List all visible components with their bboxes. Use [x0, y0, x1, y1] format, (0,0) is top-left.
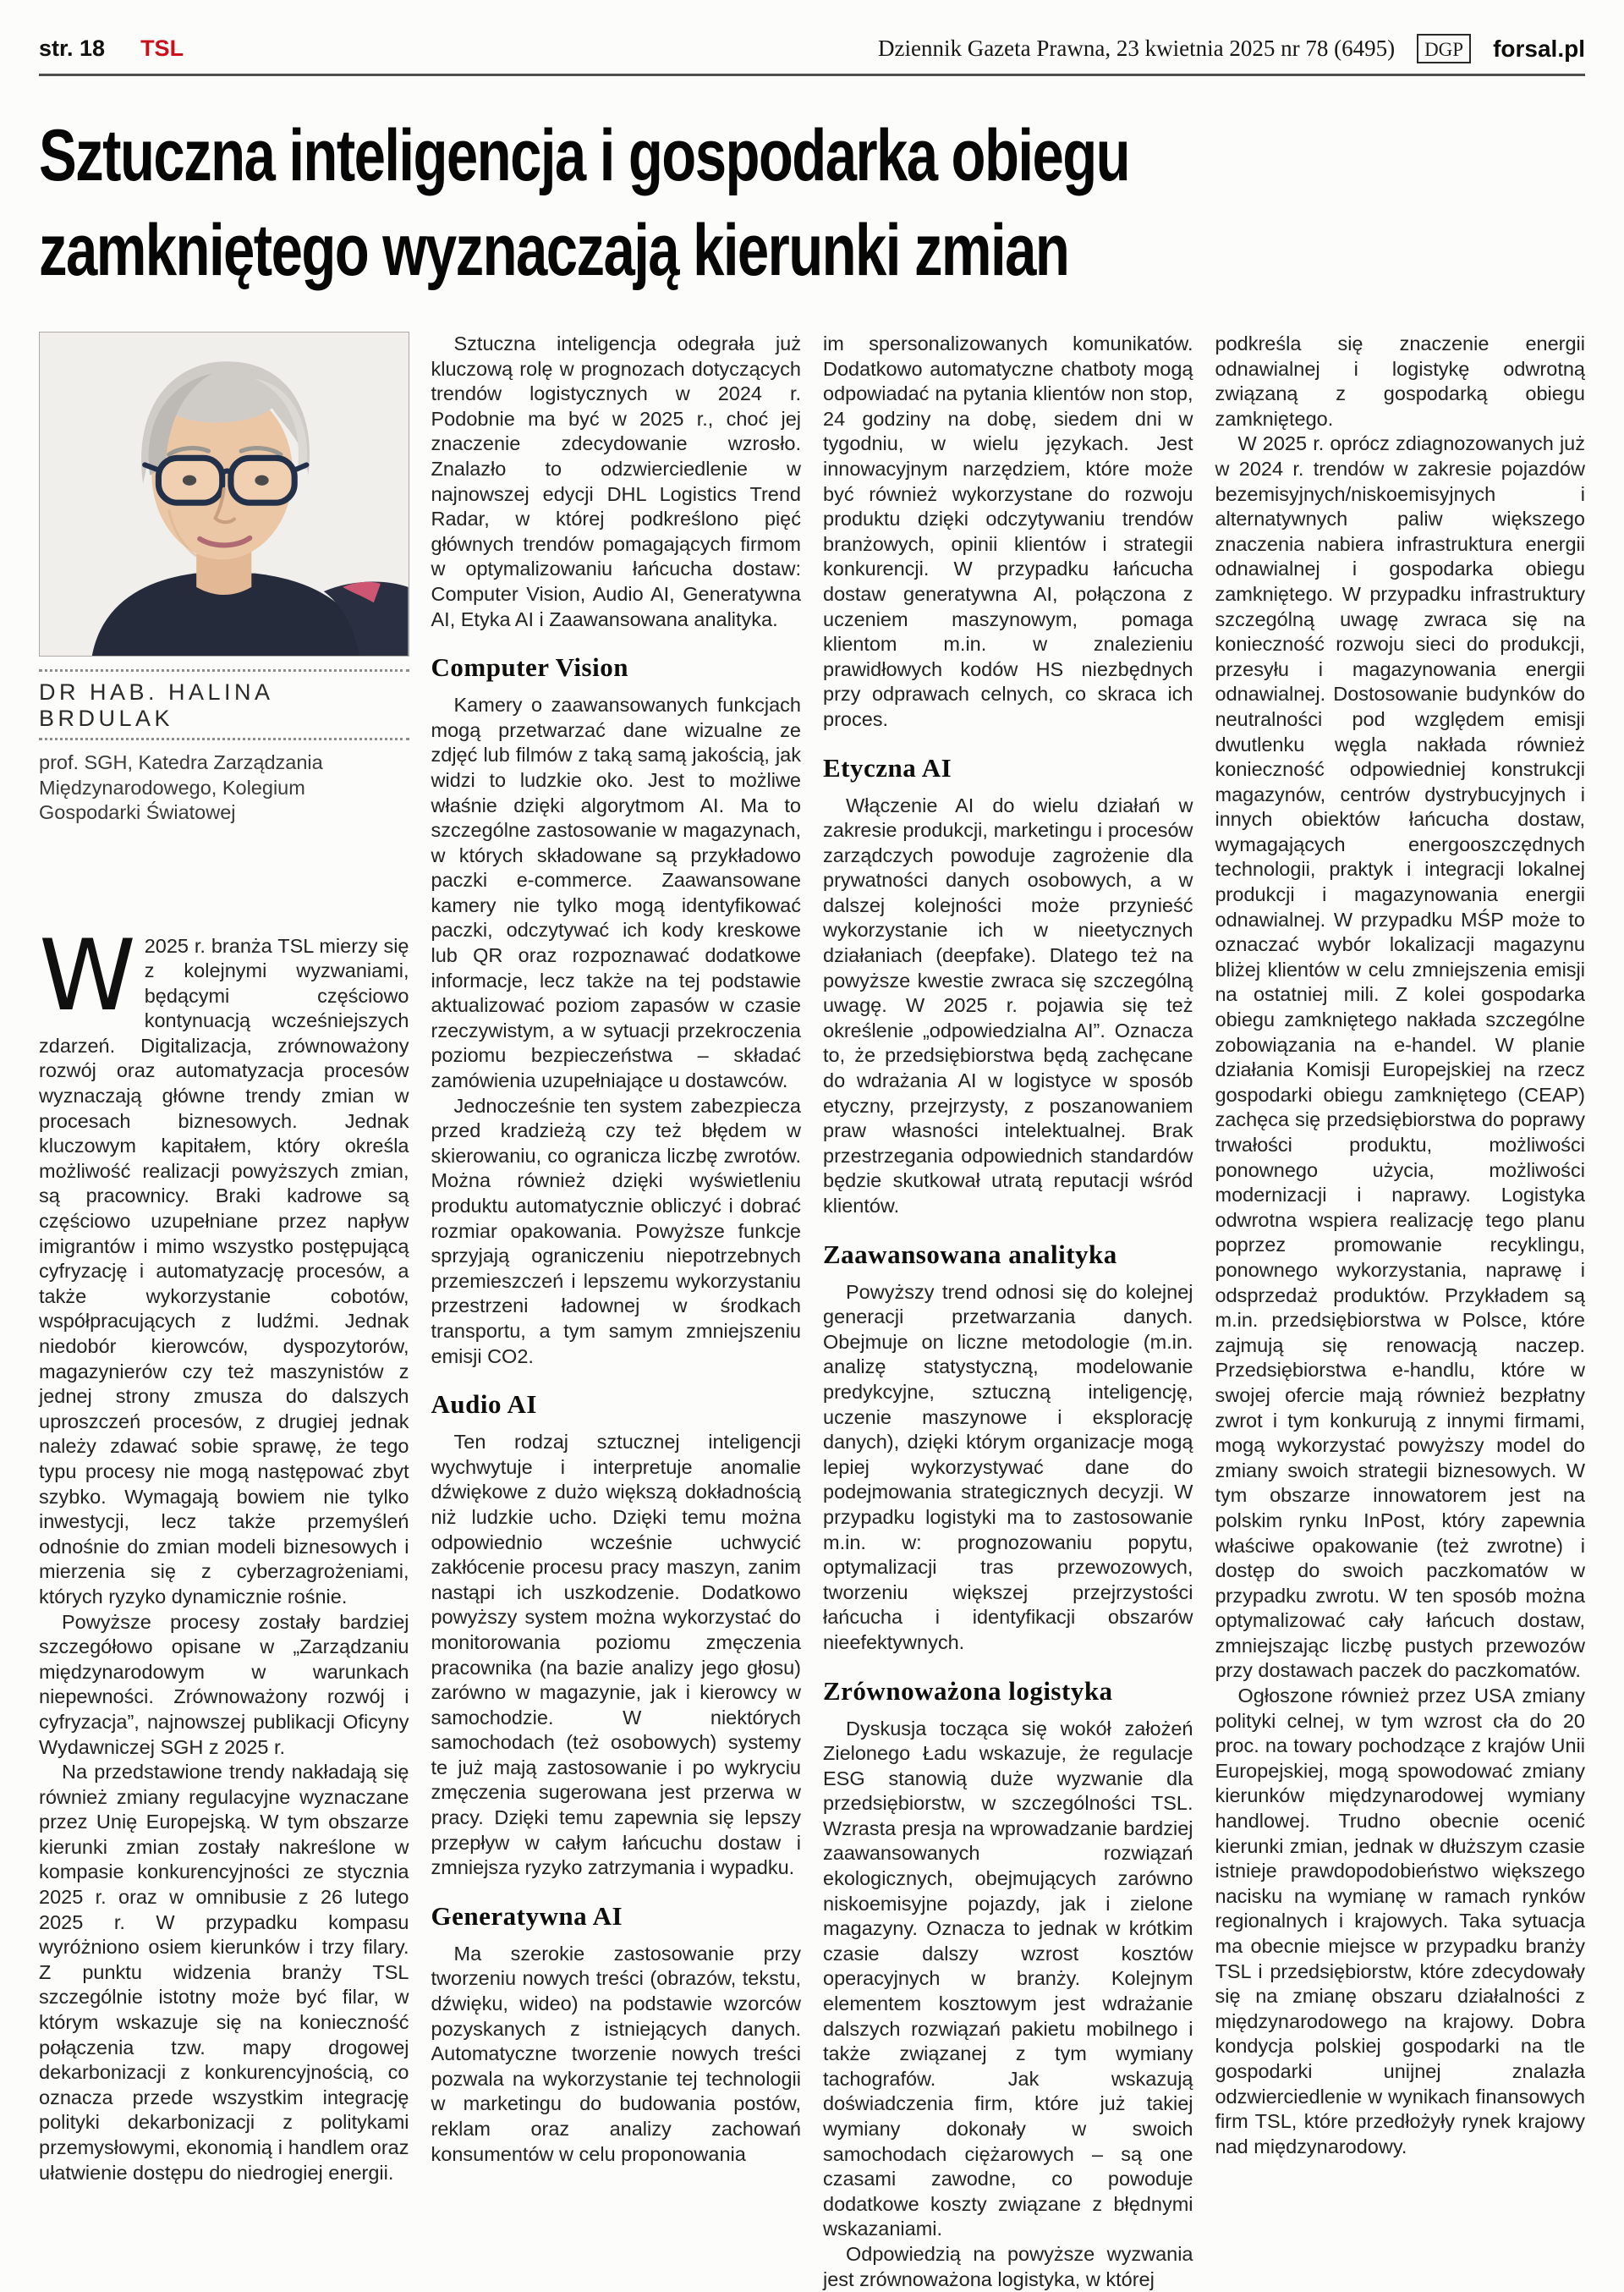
article-headline — [39, 108, 1585, 298]
author-name: DR HAB. HALINA BRDULAK — [39, 679, 273, 731]
header-left — [39, 36, 184, 62]
article-paragraph: Sztuczna inteligencja odegrała już kluczową rolę w prognozach dotyczących trendów logistycznych w 2024 r. Podobnie ma być w 2025 r., choć jej znaczenie zdecydowanie wzrosło. Znalazło to odzwierciedlenie w najnowszej edycji DHL Logistics Trend Radar, w której podkreślono pięć głównych trendów pomagających firmom w optymalizowaniu łańcucha dostaw: Computer Vision, Audio AI, Generatywna AI, Etyka AI i Zaawansowana analityka. — [431, 333, 801, 630]
author-photo — [39, 332, 409, 657]
article-paragraph — [39, 918, 409, 1610]
column-4 — [1215, 332, 1586, 2292]
article-paragraph: Jednocześnie ten system zabezpiecza przed kradzieżą czy też błędem w skierowaniu, co ogranicza liczbę zwrotów. Można również dzięki wyświetleniu produktu automatycznie obliczyć i dobrać rozmiar opakowania. Powyższe funkcje sprzyjają ograniczeniu niepotrzebnych przemieszczeń i lepszemu wykorzystaniu przestrzeni ładownej w środkach transportu, a tym samym zmniejszeniu emisji CO2. — [431, 1094, 801, 1367]
article-paragraph: Kamery o zaawansowanych funkcjach mogą przetwarzać dane wizualne ze zdjęć lub filmów z taką samą jakością, jak widzi to ludzkie oko. Jest to możliwe właśnie dzięki algorytmom AI. Ma to szczególne zastosowanie w magazynach, w których składowane są przykładowo paczki e-commerce. Zaawansowane kamery nie tylko mogą identyfikować paczki, odczytywać ich kody kreskowe lub QR oraz rozpoznawać dodatkowe informacje, lecz także na tej podstawie aktualizować poziom zapasów w czasie rzeczywistym, a w sytuacji przekroczenia poziomu bezpieczeństwa – składać zamówienia uzupełniające u dostawców. — [431, 694, 801, 1092]
article-paragraph: Ten rodzaj sztucznej inteligencji wychwytuje i interpretuje anomalie dźwiękowe z dużo większą dokładnością niż ludzkie ucho. Dzięki temu można odpowiednio wcześnie uchwycić zakłócenie procesu pracy maszyn, zanim nastąpi ich uszkodzenie. Dodatkowo powyższy system można wykorzystać do monitorowania poziomu zmęczenia pracownika (na bazie analizy jego głosu) zarówno w magazynie, jak i kierowcy w samochodzie. W niektórych samochodach (też osobowych) systemy te już mają zastosowanie i po wykryciu zmęczenia sugerowana jest przerwa w pracy. Dzięki temu zapewnia się lepszy przepływ w całym łańcuchu dostaw i zmniejsza ryzyko zatrzymania i wypadku. — [431, 1431, 801, 1879]
article-paragraph: Ma szerokie zastosowanie przy tworzeniu nowych treści (obrazów, tekstu, dźwięku, wideo) na podstawie wzorców pozyskanych z istniejących danych. Automatyczne tworzenie nowych treści pozwala na wykorzystanie tej technologii w marketingu do budowania postów, reklam oraz analizy zachowań konsumentów w celu proponowania — [431, 1942, 801, 2165]
portal-name: forsal.pl — [1493, 35, 1585, 62]
portrait-illustration — [40, 333, 409, 656]
article-columns — [39, 332, 1585, 2292]
article-paragraph: W 2025 r. oprócz zdiagnozowanych już w 2024 r. trendów w zakresie pojazdów bezemisyjnych/niskoemisyjnych i alternatywnych paliw większego znaczenia nabiera infrastruktura energii odnawialnej i gospodarka obiegu zamkniętego. W przypadku infrastruktury szczególną uwagę zwraca się na konieczność rozwoju sieci do produkcji, przesyłu i magazynowania energii odnawialnej. Dostosowanie budynków do neutralności pod względem emisji dwutlenku węgla nakłada również konieczność odpowiedniej konstrukcji magazynów, centrów dystrybucyjnych i innych obiektów łańcucha dostaw, wymagających energooszczędnych technologii, praktyk i integracji lokalnej produkcji i magazynowania energii odnawialnej. W przypadku MŚP może to oznaczać wybór lokalizacji magazynu bliżej klientów w celu zmniejszenia emisji na ostatniej mili. Z kolei gospodarka obiegu zamkniętego nakłada szczególne zobowiązania na e-handel. W planie działania Komisji Europejskiej na rzecz gospodarki obiegu zamkniętego (CEAP) zachęca się przedsiębiorstwa do poprawy trwałości produktu, możliwości ponownego użycia, możliwości modernizacji i naprawy. Logistyka odwrotna wspiera realizację tego planu poprzez promowanie recyklingu, ponownego wykorzystania, naprawę i odsprzedaż produktów. Przykładem są m.in. przedsiębiorstwa w Polsce, które zajmują się renowacją naczep. Przedsiębiorstwa e-handlu, które w swojej ofercie mają również bezpłatny zwrot i tym konkurują z innymi firmami, mogą wykorzystać powyższy model do zmiany swoich strategii biznesowych. W tym obszarze innowatorem jest na polskim rynku InPost, który zapewnia właściwe opakowanie (też zwrotne) i dostęp do swoich paczkomatów w przypadku zwrotu. W ten sposób można optymalizować cały łańcuch dostaw, zmniejszając liczbę pustych przewozów przy dostawach paczek do paczkomatów. — [1215, 432, 1585, 1682]
article-paragraph: Włączenie AI do wielu działań w zakresie produkcji, marketingu i procesów zarządczych powoduje zagrożenie dla prywatności danych osobowych, a w dalszej kolejności może przynieść wykorzystanie ich w nieetycznych działaniach (deepfake). Dlatego też na powyższe kwestie zwraca się szczególną uwagę. W 2025 r. pojawia się też określenie „odpowiedzialna AI”. Oznacza to, że przedsiębiorstwa będą zachęcane do wdrażania AI w logistyce w sposób etyczny, przejrzysty, z poszanowaniem praw własności intelektualnej. Brak przestrzegania odpowiednich standardów będzie skutkował utratą reputacji wśród klientów. — [823, 794, 1193, 1217]
drop-cap: W — [39, 918, 136, 1033]
header-right — [878, 34, 1585, 63]
article-paragraph: Odpowiedzią na powyższe wyzwania jest zrównoważona logistyka, w której — [823, 2242, 1193, 2290]
headline-line-2: zamkniętego wyznaczają kierunki zmian — [39, 210, 1069, 291]
article-paragraph: Powyższe procesy zostały bardziej szczegółowo opisane w „Zarządzaniu międzynarodowym w warunkach niepewności. Zrównoważony rozwój i cyfryzacja”, najnowszej publikacji Oficyny Wydawniczej SGH z 2025 r. — [39, 1610, 409, 1758]
column-2 — [431, 332, 802, 2292]
article-paragraph: Na przedstawione trendy nakładają się również zmiany regulacyjne wyznaczane przez Unię Europejską. W tym obszarze kierunki zmian zostały nakreślone w kompasie konkurencyjności ze stycznia 2025 r. oraz w omnibusie z 26 lutego 2025 r. W przypadku kompasu wyróżniono osiem kierunków i trzy filary. Z punktu widzenia branży TSL szczególnie istotny może być filar, w którym wskazuje się na konieczność połączenia tzw. mapy drogowej dekarbonizacji z konkurencyjnością, co oznacza przede wszystkim integrację polityki dekarbonizacji z politykami przemysłowymi, ekonomią i handlem oraz ułatwienie dostępu do niedrogiej energii. — [39, 1761, 409, 2184]
section-heading-zaawansowana-analityka: Zaawansowana analityka — [823, 1239, 1117, 1269]
article-paragraph: Ogłoszone również przez USA zmiany polityki celnej, w tym wzrost cła do 20 proc. na towary pochodzące z krajów Unii Europejskiej, mogą spowodować zmiany kierunków międzynarodowej wymiany handlowej. Trudno obecnie ocenić kierunki zmian, jednak w dłuższym czasie istnieje prawdopodobieństwo większego nacisku na wymianę w ramach rynków regionalnych i krajowych. Taka sytuacja ma obecnie miejsce w przypadku branży TSL i przedsiębiorstw, które zdecydowały się na zmianę obszaru działalności z międzynarodowego na krajowy. Dobra kondycja polskiej gospodarki na tle gospodarki unijnej znalazła odzwierciedlenie w wynikach finansowych firm TSL, które przedłożyły rynek krajowy nad międzynarodowy. — [1215, 1685, 1585, 2157]
caption-divider-bottom — [39, 738, 409, 740]
dgp-logo: DGP — [1417, 34, 1471, 63]
column-1 — [39, 332, 409, 2292]
article-paragraph: podkreśla się znaczenie energii odnawialnej i logistykę odwrotną związaną z gospodarką obiegu zamkniętego. — [1215, 333, 1585, 430]
page-header — [39, 0, 1585, 76]
section-heading-audio-ai: Audio AI — [431, 1389, 537, 1420]
article-paragraph: im spersonalizowanych komunikatów. Dodatkowo automatyczne chatboty mogą odpowiadać na pytania klientów non stop, 24 godziny na dobę, siedem dni w tygodniu, w wielu językach. Jest innowacyjnym narzędziem, które może być również wykorzystane do rozwoju produktu dzięki odczytywaniu trendów branżowych, opinii klientów i strategii konkurencji. W przypadku łańcucha dostaw generatywna AI, połączona z uczeniem maszynowym, pomaga klientom m.in. w znalezieniu prawidłowych kodów HS niezbędnych przy odprawach celnych, co skraca ich proces. — [823, 333, 1193, 730]
section-heading-etyczna-ai: Etyczna AI — [823, 752, 952, 783]
issue-info: Dziennik Gazeta Prawna, 23 kwietnia 2025 nr 78 (6495) — [877, 36, 1396, 61]
page-number-label: str. 18 — [39, 36, 106, 61]
author-affiliation: prof. SGH, Katedra Zarządzania Międzynarodowego, Kolegium Gospodarki Światowej — [39, 751, 323, 823]
headline-line-1: Sztuczna inteligencja i gospodarka obiegu — [39, 115, 1130, 196]
column-3 — [823, 332, 1193, 2292]
article-paragraph: Dyskusja tocząca się wokół założeń Zielonego Ładu wskazuje, że regulacje ESG stanowią duże wyzwanie dla przedsiębiorstw, w szczególności TSL. Wzrasta presja na wprowadzanie bardziej zaawansowanych rozwiązań ekologicznych, obejmujących zarówno niskoemisyjne pojazdy, jak i zielone magazyny. Oznacza to jednak w krótkim czasie dalszy wzrost kosztów operacyjnych w branży. Kolejnym elementem kosztowym jest wdrażanie dalszych rozwiązań pakietu mobilnego i także związanej z tym wymiany tachografów. Jak wskazują doświadczenia firm, które już takiej wymiany dokonały w swoich samochodach ciężarowych – są one czasami zawodne, co powoduje dodatkowe koszty związane z błędnymi wskazaniami. — [823, 1717, 1193, 2240]
section-heading-generatywna-ai: Generatywna AI — [431, 1900, 623, 1931]
section-label: TSL — [140, 36, 184, 61]
section-heading-zrownowazona-logistyka: Zrównoważona logistyka — [823, 1675, 1113, 1706]
paragraph-text: 2025 r. branża TSL mierzy się z kolejnymi wyzwaniami, będącymi częściowo kontynuacją wcześniejszych zdarzeń. Digitalizacja, zrównoważony rozwój oraz automatyzacja procesów wyznaczają główne trendy zmian w procesach biznesowych. Jednak kluczowym kapitałem, który określa możliwość realizacji powyższych zmian, są pracownicy. Braki kadrowe są częściowo uzupełniane przez napływ imigrantów i mimo wszystko postępującą cyfryzację i automatyzację procesów, a także wykorzystanie cobotów, współpracujących z ludźmi. Jednak niedobór kierowców, dyspozytorów, magazynierów czy też maszynistów z jednej strony zmusza do dalszych uproszczeń procesów, z drugiej jednak należy zdawać sobie sprawę, że tego typu procesy nie mogą następować zbyt szybko. Wymagają bowiem nie tylko inwestycji, lecz także przemyśleń odnośnie do zmian modeli biznesowych i mierzenia się z cyberzagrożeniami, których ryzyko dynamicznie rośnie. — [39, 934, 409, 1608]
article-paragraph: Powyższy trend odnosi się do kolejnej generacji przetwarzania danych. Obejmuje on liczne metodologie (m.in. analizę statystyczną, modelowanie predykcyjne, sztuczną inteligencję, uczenie maszynowe i eksplorację danych), dzięki którym organizacje mogą lepiej wykorzystywać dane do podejmowania strategicznych decyzji. W przypadku logistyki ma to zastosowanie m.in. w: prognozowaniu popytu, optymalizacji tras przewozowych, tworzeniu większej przejrzystości łańcucha i identyfikacji obszarów nieefektywnych. — [823, 1280, 1193, 1653]
section-heading-computer-vision: Computer Vision — [431, 652, 628, 683]
